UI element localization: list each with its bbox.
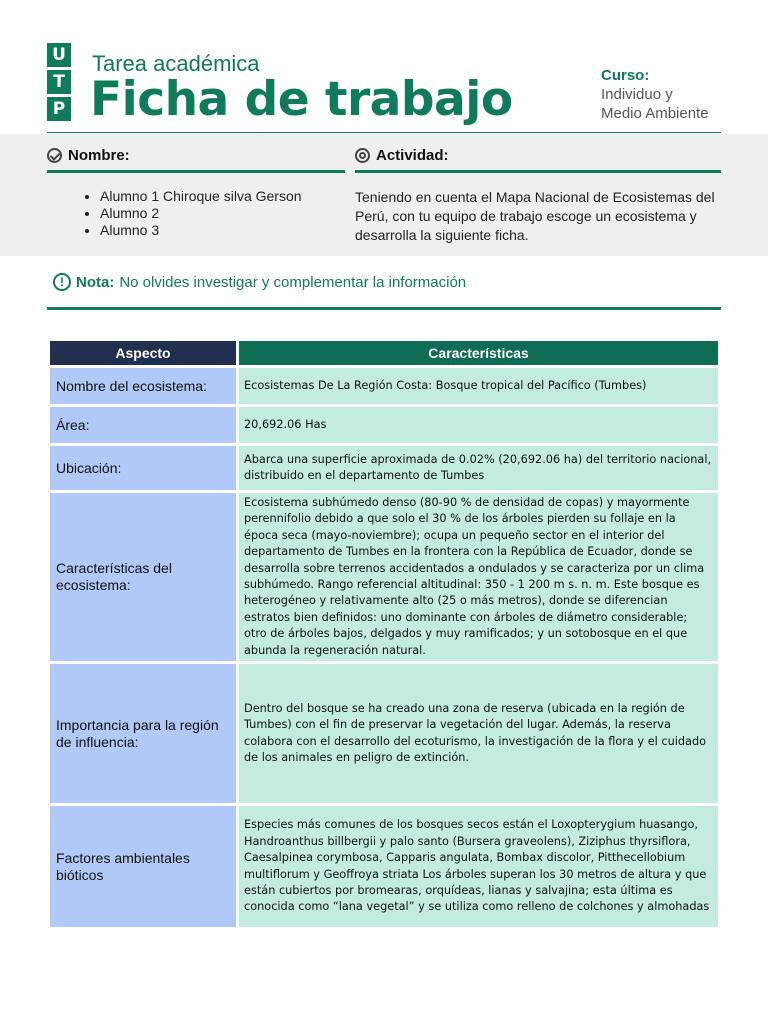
activity-description: Teniendo en cuenta el Mapa Nacional de Ecosistemas del Perú, con tu equipo de trabajo escoge un ecosistema y desarrolla la siguiente ficha. <box>355 189 715 243</box>
student-item: • Alumno 1 Chiroque silva Gerson <box>100 188 302 205</box>
table-row <box>50 493 718 661</box>
name-label: Nombre: <box>68 146 130 164</box>
characteristic-cell: Especies más comunes de los bosques secos están el Loxopterygium huasango, Handroanthus billbergii y palo santo (Bursera graveolens), Ziziphus thyrsiflora, Caesalpinea corymbosa, Capparis angulata, Bombax discolor, Pitthecellobium multiflorum y Geoffroya striata Los árboles superan los 30 metros de altura y que están cubiertos por bromearas, orquídeas, lianas y salvajina; esta última es conocida como “lana vegetal” y se utiliza como relleno de colchones y almohadas <box>239 806 718 927</box>
aspect-cell: Nombre del ecosistema: <box>50 368 236 404</box>
student-list <box>78 188 302 239</box>
header-aspect: Aspecto <box>50 341 236 365</box>
table-row <box>50 806 718 927</box>
header-divider <box>47 132 721 133</box>
document-subtitle: Tarea académica <box>92 51 260 76</box>
activity-field-header <box>355 140 721 173</box>
aspect-cell: Factores ambientales bióticos <box>50 806 236 927</box>
characteristic-cell: Dentro del bosque se ha creado una zona de reserva (ubicada en la región de Tumbes) con el fin de preservar la vegetación del lugar. Además, la reserva colabora con el desarrollo del ecoturismo, la investigación de la flora y el cuidado de los animales en peligro de extinción. <box>239 664 718 803</box>
characteristic-cell: Ecosistemas De La Región Costa: Bosque tropical del Pacífico (Tumbes) <box>239 368 718 404</box>
aspect-cell: Ubicación: <box>50 446 236 490</box>
note-box <box>53 273 466 291</box>
course-info <box>601 66 709 123</box>
logo-letter-p: P <box>47 97 71 121</box>
name-field-header <box>47 140 345 173</box>
table-header-row <box>50 341 718 365</box>
activity-label: Actividad: <box>376 146 449 164</box>
characteristic-cell: Ecosistema subhúmedo denso (80-90 % de densidad de copas) y mayormente perennifolio debido a que solo el 30 % de los árboles pierden su follaje en la época seca (mayo-noviembre); ocupa un pequeño sector en el interior del departamento de Tumbes en la frontera con la República de Ecuador, donde se desarrolla sobre terrenos accidentados a ondulados y se caracteriza por un clima subhúmedo. Rango referencial altitudinal: 350 - 1 200 m s. n. m. Este bosque es heterogéneo y relativamente alto (25 o más metros), donde se diferencian estratos bien definidos: uno dominante con árboles de diámetro considerable; otro de árboles bajos, delgados y muy ramificados; y un sotobosque en el que abunda la regeneración natural. <box>239 493 718 661</box>
aspect-cell: Características del ecosistema: <box>50 493 236 661</box>
table-row <box>50 664 718 803</box>
note-label: Nota: <box>76 273 115 291</box>
header-characteristics: Características <box>239 341 718 365</box>
aspect-cell: Área: <box>50 407 236 443</box>
ecosystem-table <box>47 338 721 930</box>
target-icon <box>355 148 370 163</box>
logo-letter-u: U <box>47 43 71 67</box>
course-name-line2: Medio Ambiente <box>601 105 709 122</box>
characteristic-cell: 20,692.06 Has <box>239 407 718 443</box>
course-name-line1: Individuo y <box>601 86 673 103</box>
utp-logo <box>47 43 71 121</box>
table-row <box>50 407 718 443</box>
student-item: • Alumno 3 <box>100 222 302 239</box>
note-divider <box>47 307 721 310</box>
note-text: No olvides investigar y complementar la información <box>119 273 467 291</box>
table-row <box>50 368 718 404</box>
exclamation-circle-icon: ! <box>53 273 71 291</box>
check-circle-icon <box>47 148 62 163</box>
document-title: Ficha de trabajo <box>90 72 513 127</box>
logo-letter-t: T <box>47 70 71 94</box>
course-label: Curso: <box>601 67 650 84</box>
student-item: • Alumno 2 <box>100 205 302 222</box>
characteristic-cell: Abarca una superficie aproximada de 0.02% (20,692.06 ha) del territorio nacional, distribuido en el departamento de Tumbes <box>239 446 718 490</box>
table-row <box>50 446 718 490</box>
aspect-cell: Importancia para la región de influencia: <box>50 664 236 803</box>
